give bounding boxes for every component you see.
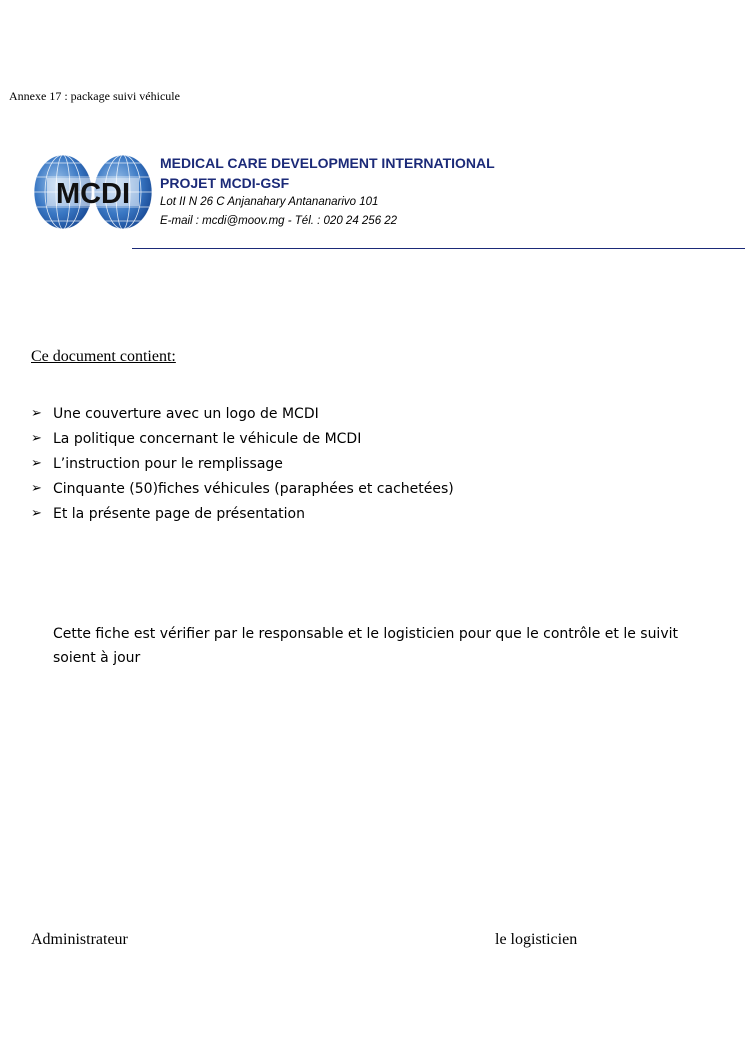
verification-note: Cette fiche est vérifier par le responsable et le logisticien pour que le contrôle et le suivit soient à jour	[53, 626, 678, 666]
arrow-bullet-icon: ➢	[31, 455, 42, 471]
list-item	[31, 427, 454, 452]
list-item	[31, 402, 454, 427]
svg-text:MCDI: MCDI	[55, 178, 131, 210]
signature-administrator: Administrateur	[31, 931, 128, 948]
list-item-label: L’instruction pour le remplissage	[53, 455, 283, 472]
arrow-bullet-icon: ➢	[31, 431, 42, 447]
arrow-bullet-icon: ➢	[31, 480, 42, 496]
annex-label: Annexe 17 : package suivi véhicule	[9, 89, 180, 103]
list-item-label: La politique concernant le véhicule de MCDI	[53, 431, 362, 448]
contents-list	[31, 402, 454, 526]
list-item	[31, 476, 454, 501]
list-item	[31, 501, 454, 526]
address-line: Lot II N 26 C Anjanahary Antananarivo 101	[160, 196, 379, 208]
list-item-label: Une couverture avec un logo de MCDI	[53, 406, 319, 423]
organization-name: MEDICAL CARE DEVELOPMENT INTERNATIONAL	[160, 155, 495, 171]
mcdi-logo	[33, 151, 153, 233]
project-name: PROJET MCDI-GSF	[160, 175, 290, 191]
arrow-bullet-icon: ➢	[31, 406, 42, 422]
header-divider	[132, 248, 745, 249]
contact-line: E-mail : mcdi@moov.mg - Tél. : 020 24 256 22	[160, 215, 398, 227]
signature-logistician: le logisticien	[495, 931, 578, 948]
arrow-bullet-icon: ➢	[31, 505, 42, 521]
list-item-label: Cinquante (50)fiches véhicules (paraphées et cachetées)	[53, 480, 454, 497]
list-item	[31, 452, 454, 477]
list-item-label: Et la présente page de présentation	[53, 505, 305, 522]
contents-heading: Ce document contient:	[31, 348, 176, 365]
